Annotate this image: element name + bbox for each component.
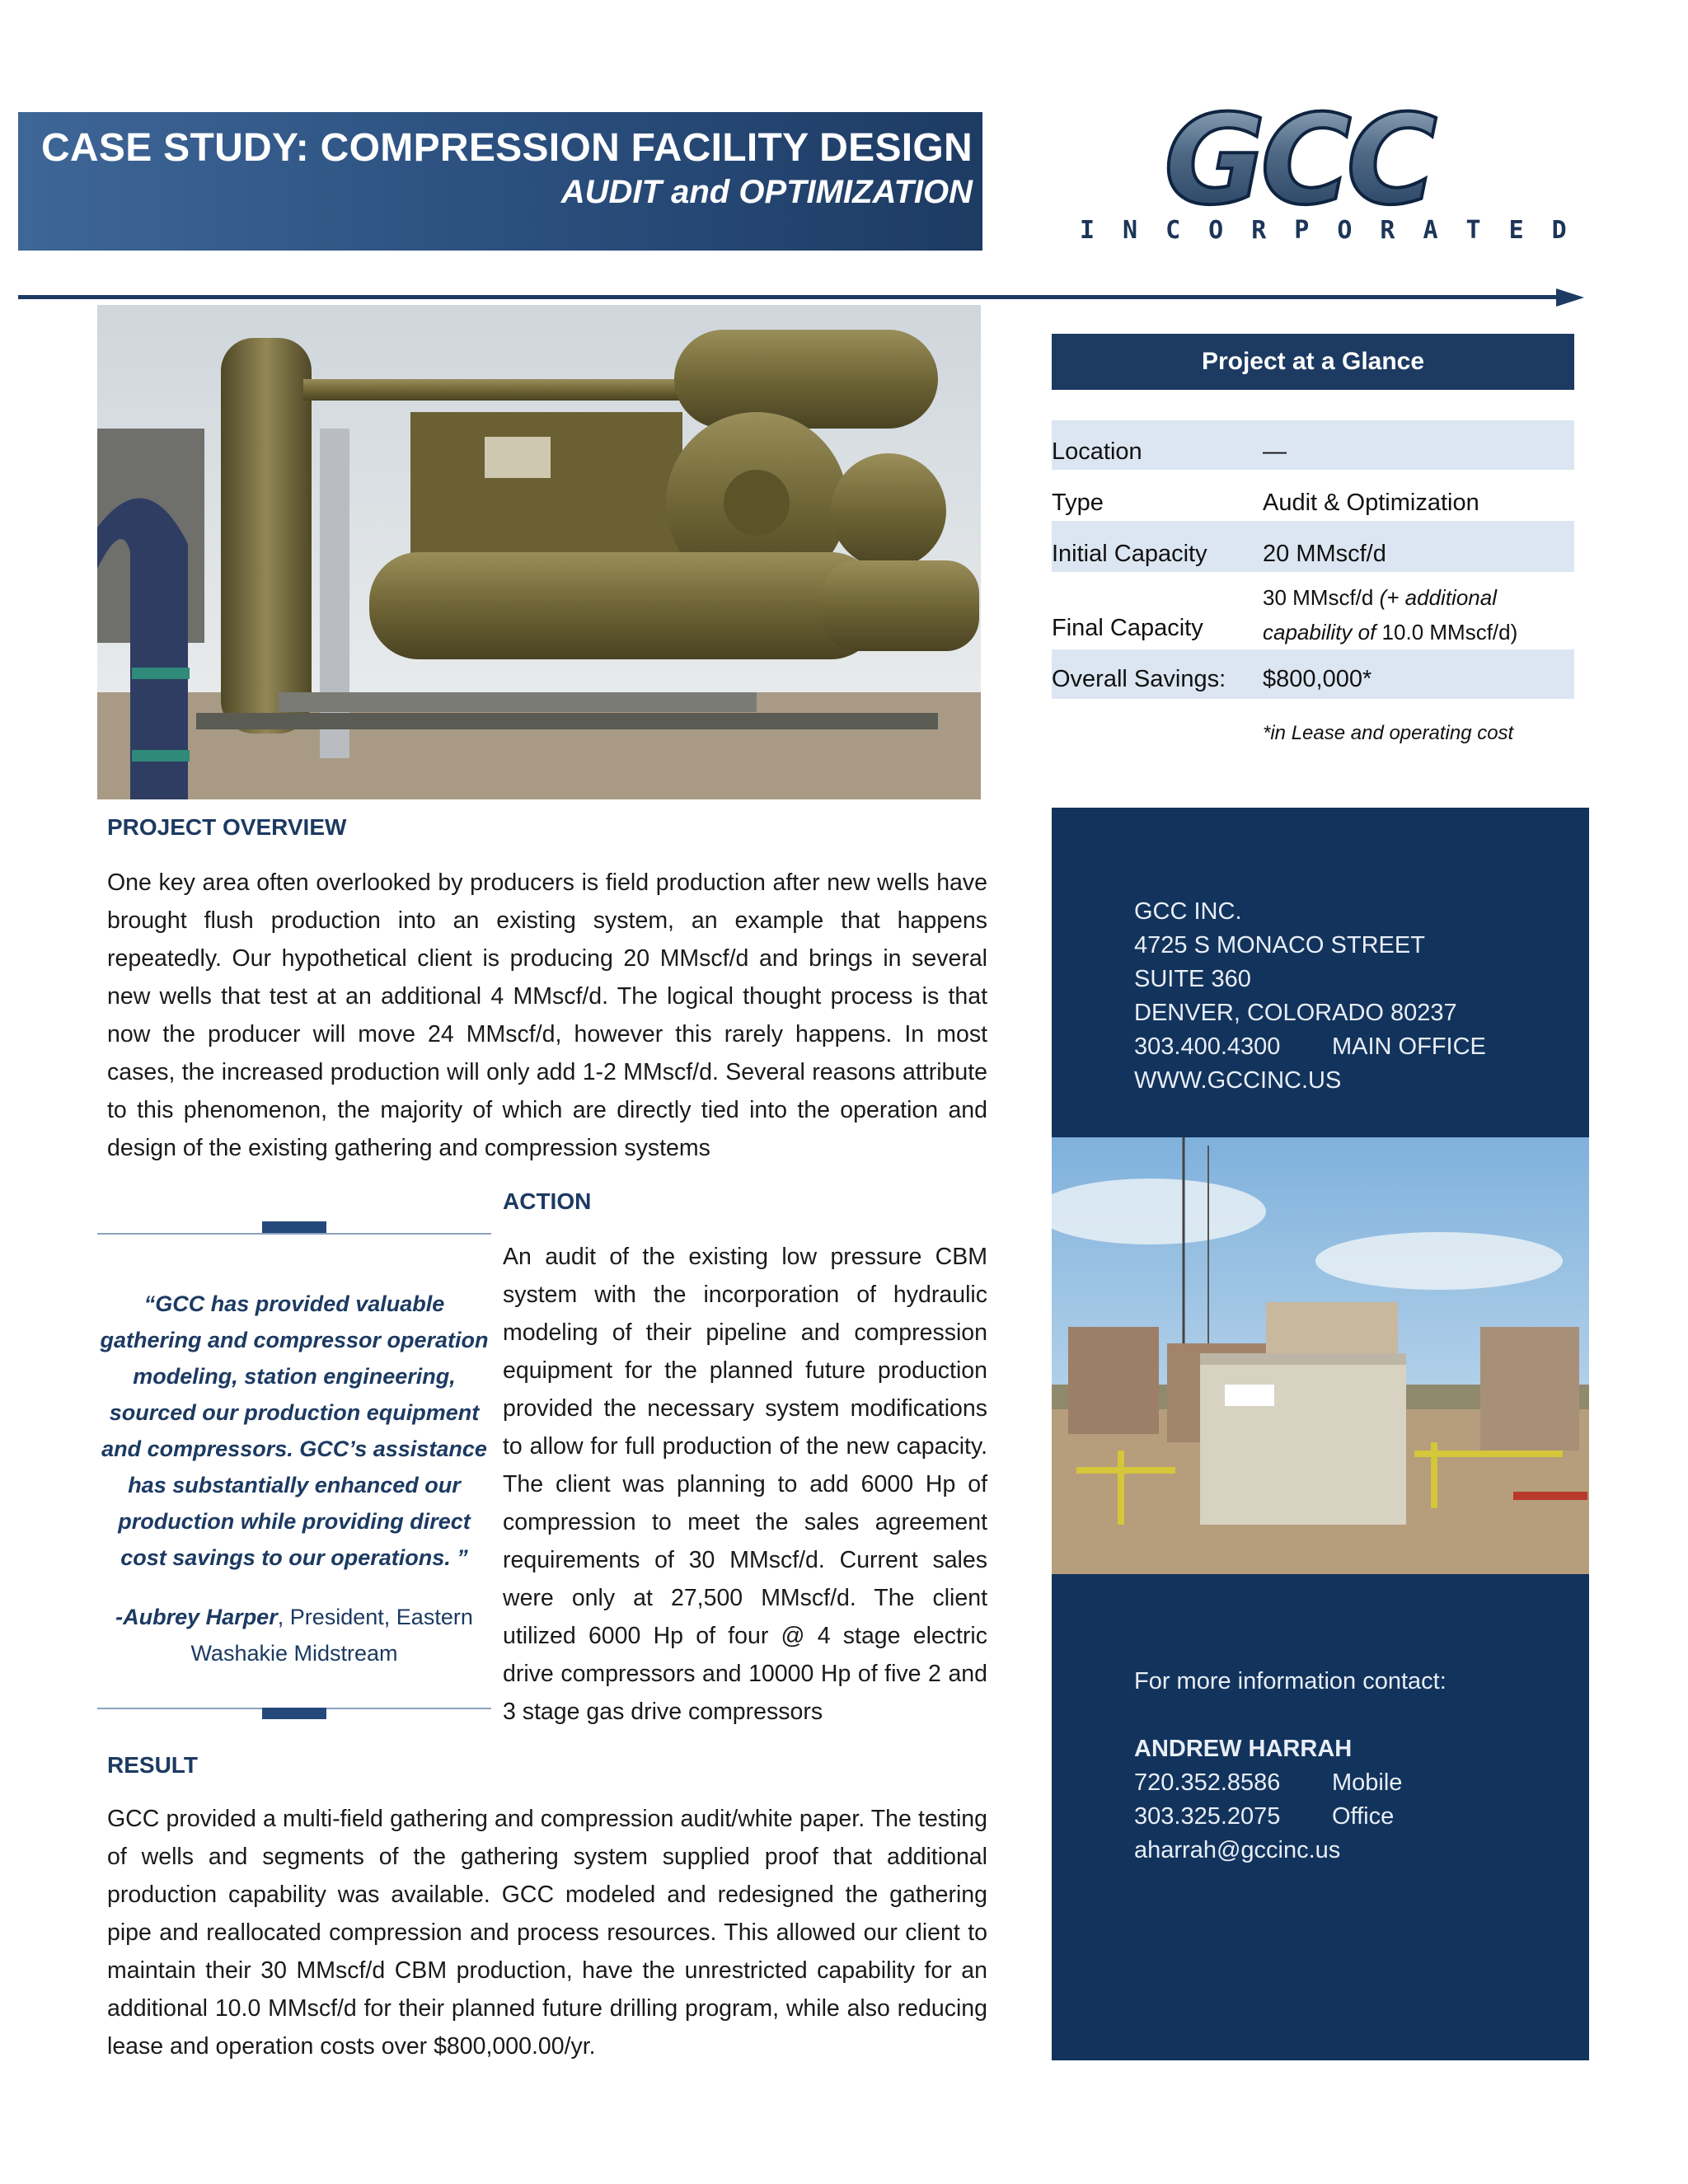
glance-value: Audit & Optimization: [1263, 490, 1479, 516]
testimonial-attribution: [97, 1599, 491, 1671]
glance-label: Final Capacity: [1052, 615, 1203, 641]
main-phone-line: [1134, 1030, 1486, 1064]
compressor-photo: [97, 305, 981, 799]
result-heading: RESULT: [107, 1752, 198, 1778]
final-capacity-note: capability of: [1263, 620, 1376, 644]
quote-top-rule: [97, 1233, 491, 1235]
city-state-zip: DENVER, COLORADO 80237: [1134, 1000, 1457, 1026]
glance-value: 20 MMscf/d: [1263, 541, 1386, 567]
contact-email[interactable]: aharrah@gccinc.us: [1134, 1837, 1341, 1863]
action-heading: ACTION: [503, 1188, 592, 1214]
testimonial-quote: “GCC has provided valuable gathering and compressor operation modeling, station engineering, sourced our production equipment and compressors. GCC’s assistance has substantially enhanced our production while providing direct cost savings to our operations. ”: [100, 1291, 489, 1570]
glance-footnote: *in Lease and operating cost: [1263, 722, 1514, 744]
address-panel: [1052, 808, 1589, 1137]
contact-intro: For more information contact:: [1134, 1668, 1447, 1694]
header-banner: [18, 112, 982, 251]
page-subtitle: AUDIT and OPTIMIZATION: [560, 174, 973, 210]
glance-value: —: [1263, 438, 1287, 465]
quote-role: , President, Eastern Washakie Midstream: [190, 1605, 473, 1666]
station-photo: [1052, 1137, 1589, 1574]
contact-panel: [1052, 1574, 1589, 2060]
final-capacity-extra: 10.0 MMscf/d): [1381, 620, 1518, 644]
glance-row-initial-capacity: [1052, 521, 1574, 572]
overview-heading: PROJECT OVERVIEW: [107, 814, 347, 840]
glance-heading: Project at a Glance: [1052, 334, 1574, 390]
main-phone: 303.400.4300: [1134, 1033, 1281, 1060]
street-address: 4725 S MONACO STREET: [1134, 932, 1425, 958]
suite: SUITE 360: [1134, 966, 1251, 992]
logo-subtext: INCORPORATED: [1080, 216, 1595, 245]
quote-author: -Aubrey Harper: [115, 1605, 278, 1629]
glance-value: [1263, 580, 1517, 649]
glance-row-savings: [1052, 649, 1574, 699]
final-capacity-note: (+ additional: [1379, 585, 1497, 610]
company-name: GCC INC.: [1134, 898, 1242, 925]
overview-text: One key area often overlooked by producers is field production after new wells have brought flush production into an existing system, an example that happens repeatedly. Our hypothetical client is producing 20 MMscf/d and brings in several new wells that test at an additional 4 MMscf/d. The logical thought process is that now the producer will move 24 MMscf/d, however this rarely happens. In most cases, the increased production will only add 1-2 MMscf/d. Several reasons attribute to this phenomenon, the majority of which are directly tied into the operation and design of the existing gathering and compression systems: [107, 869, 987, 1161]
office-label: Office: [1332, 1803, 1395, 1830]
page-title: CASE STUDY: COMPRESSION FACILITY DESIGN: [40, 126, 973, 170]
main-phone-label: MAIN OFFICE: [1332, 1033, 1486, 1060]
quote-top-marker: [262, 1221, 326, 1233]
result-text: GCC provided a multi-field gathering and compression audit/white paper. The testing of wells and segments of the gathering system supplied proof that additional production capability was available. GCC modeled and redesigned the gathering pipe and reallocated compression and process resources. This allowed our client to maintain their 30 MMscf/d CBM production, have the unrestricted capability for an additional 10.0 MMscf/d for their planned future drilling program, while also reducing lease and operation costs over $800,000.00/yr.: [107, 1806, 987, 2060]
glance-row-final-capacity: [1052, 572, 1574, 649]
mobile-phone: 720.352.8586: [1134, 1769, 1281, 1796]
website-link[interactable]: WWW.GCCINC.US: [1134, 1067, 1342, 1094]
mobile-label: Mobile: [1332, 1769, 1403, 1796]
glance-row-location: [1052, 420, 1574, 470]
glance-label: Location: [1052, 438, 1142, 465]
final-capacity-main: 30 MMscf/d: [1263, 585, 1374, 610]
office-phone-line: [1134, 1800, 1447, 1834]
glance-row-type: [1052, 470, 1574, 521]
glance-value: $800,000*: [1263, 666, 1372, 692]
logo-mark: GCC: [1164, 105, 1432, 232]
mobile-phone-line: [1134, 1766, 1447, 1800]
glance-label: Overall Savings:: [1052, 666, 1226, 692]
office-phone: 303.325.2075: [1134, 1803, 1281, 1830]
glance-label: Type: [1052, 490, 1104, 516]
divider-arrow: [18, 288, 1584, 307]
quote-bottom-marker: [262, 1708, 326, 1719]
contact-name: ANDREW HARRAH: [1134, 1736, 1353, 1762]
glance-label: Initial Capacity: [1052, 541, 1207, 567]
action-text: An audit of the existing low pressure CBM system with the incorporation of hydraulic modeling of their pipeline and compression equipment for the planned future production provided the necessary system modifications to allow for full production of the new capacity. The client was planning to add 6000 Hp of compression to meet the sales agreement requirements of 30 MMscf/d. Current sales were only at 27,500 MMscf/d. The client utilized 6000 Hp of four @ 4 stage electric drive compressors and 10000 Hp of five 2 and 3 stage gas drive compressors: [503, 1244, 987, 1725]
